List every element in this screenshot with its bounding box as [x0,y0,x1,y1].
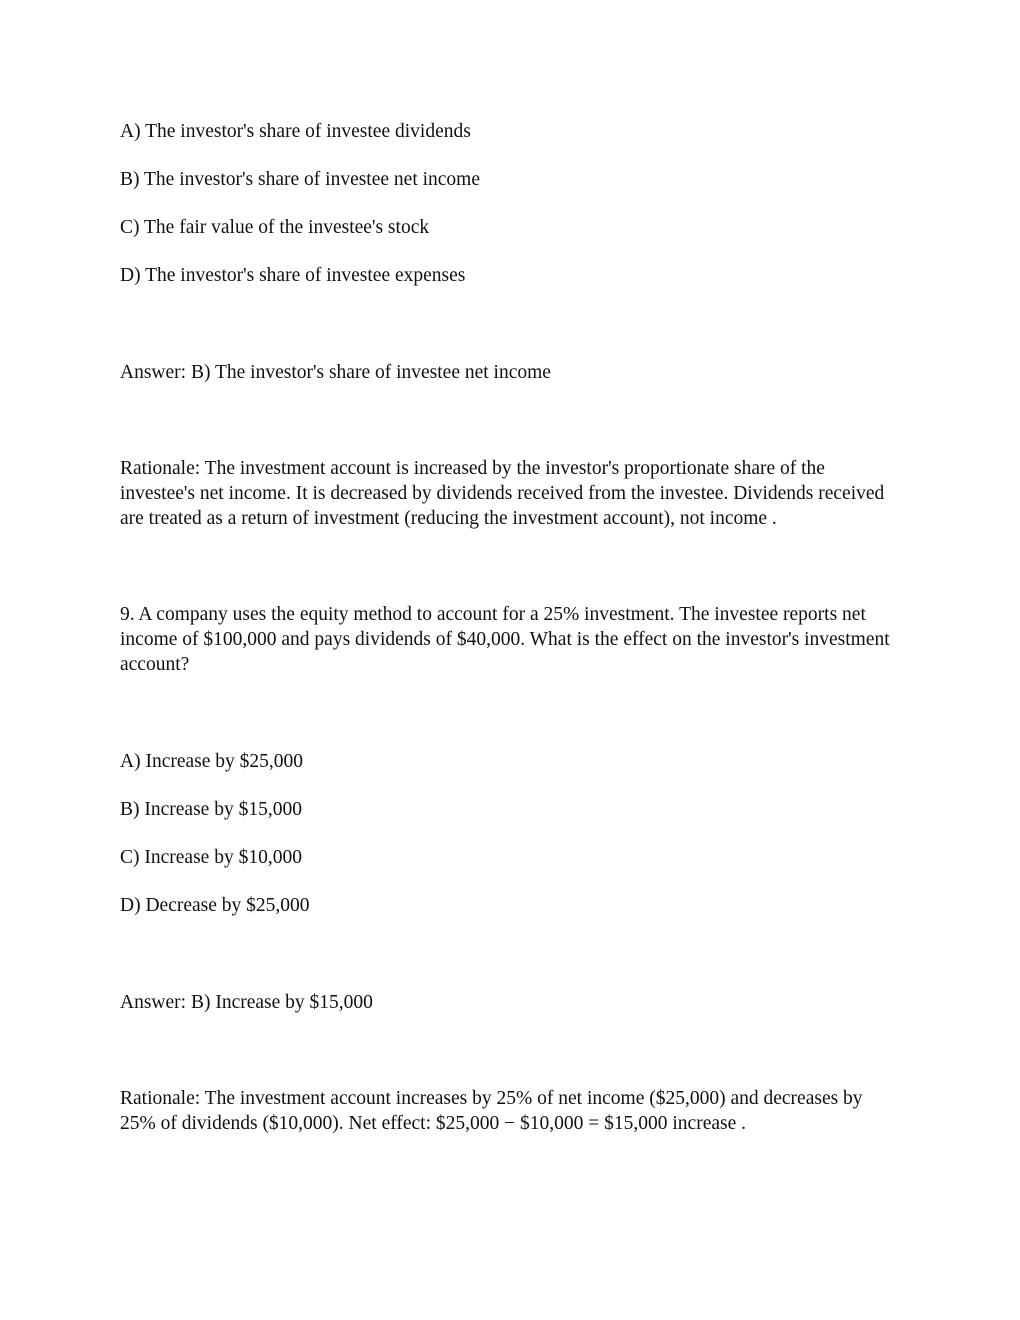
q9-question: 9. A company uses the equity method to account for a 25% investment. The investee reports net income of $100,000 and pays dividends of $40,000. What is the effect on the investor's investment account? [120,604,890,675]
q9-option-a: A) Increase by $25,000 [120,751,304,772]
q9-answer: Answer: B) Increase by $15,000 [120,992,373,1013]
q9-option-b: B) Increase by $15,000 [120,799,302,820]
q8-rationale: Rationale: The investment account is increased by the investor's proportionate share of the investee's net income. It is decreased by dividends received from the investee. Dividends received are treated as a return of investment (reducing the investment account), not income . [120,458,885,529]
q8-option-b: B) The investor's share of investee net income [120,169,481,190]
q9-rationale: Rationale: The investment account increases by 25% of net income ($25,000) and decreases by 25% of dividends ($10,000). Net effect: $25,000 − $10,000 = $15,000 increase . [120,1088,863,1134]
q8-option-a: A) The investor's share of investee dividends [120,121,471,142]
q9-option-d: D) Decrease by $25,000 [120,895,310,916]
q8-answer: Answer: B) The investor's share of investee net income [120,362,551,383]
q8-option-d: D) The investor's share of investee expenses [120,265,466,286]
q8-option-c: C) The fair value of the investee's stock [120,217,430,238]
q9-option-c: C) Increase by $10,000 [120,847,302,868]
